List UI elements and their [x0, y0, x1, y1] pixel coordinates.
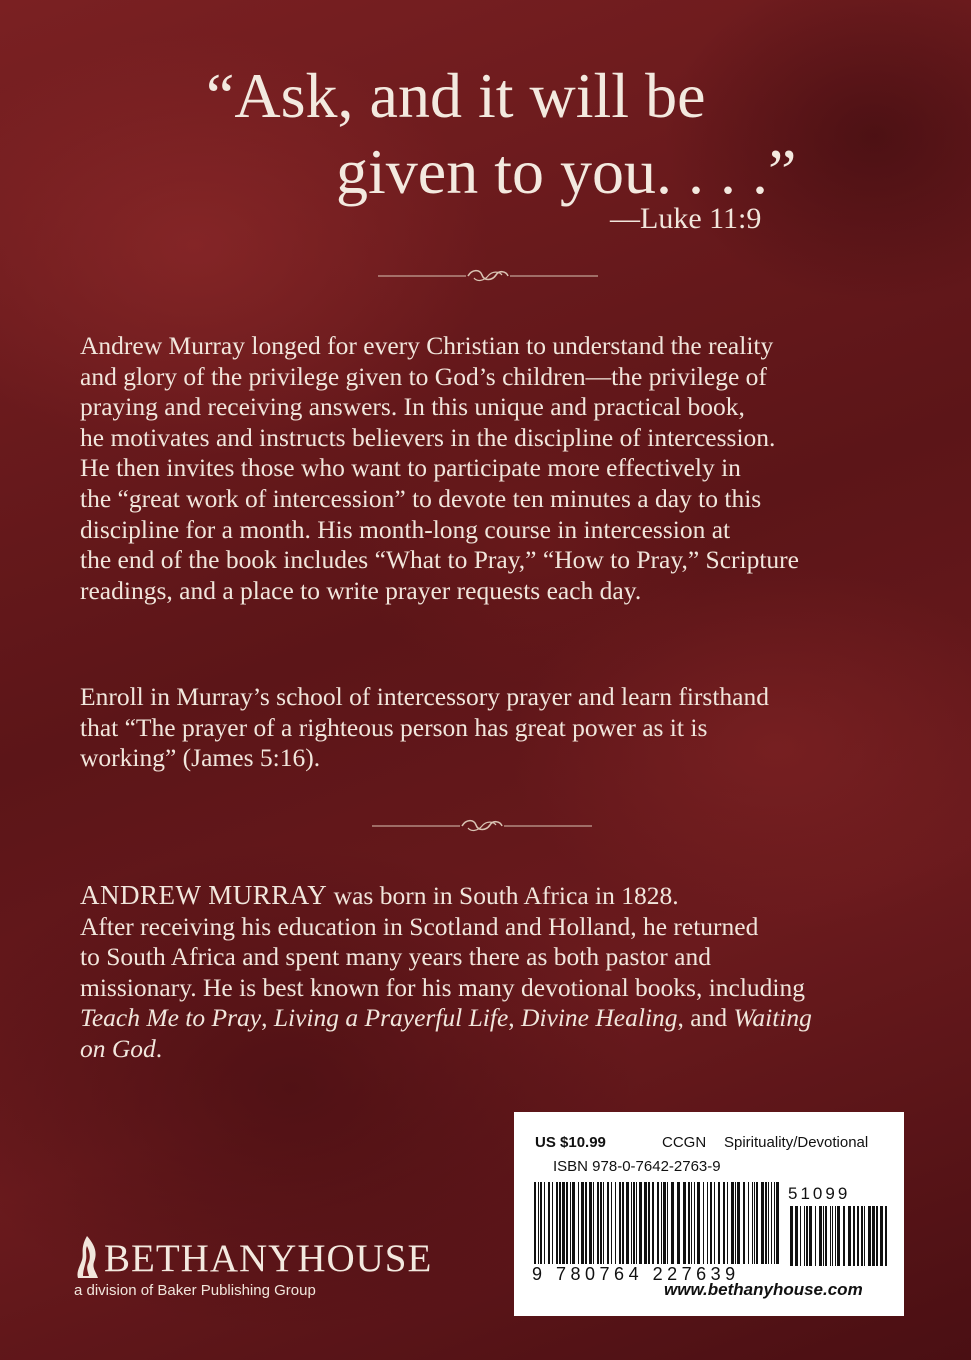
barcode-bar	[714, 1182, 715, 1264]
quote-line-1: “Ask, and it will be	[206, 60, 706, 131]
barcode-bar	[837, 1206, 840, 1266]
barcode-bar	[843, 1206, 845, 1266]
barcode-bar	[663, 1182, 666, 1264]
period: .	[155, 1033, 163, 1063]
quote-citation: —Luke 11:9	[610, 202, 762, 235]
barcode-bar	[622, 1182, 624, 1264]
barcode-bar	[648, 1182, 650, 1264]
author-bio-text: was born in South Africa in 1828.	[327, 881, 679, 910]
barcode-bar	[864, 1206, 865, 1266]
barcode-bar	[718, 1182, 720, 1264]
price-label: US $10.99	[535, 1134, 606, 1151]
barcode-bar	[861, 1206, 863, 1266]
barcode-bar	[790, 1206, 793, 1266]
publisher-logo	[74, 1234, 454, 1304]
description-line: and glory of the privilege given to God’s children—the privilege of	[80, 361, 767, 391]
barcode-bar	[872, 1206, 875, 1266]
ean-digits: 9 780764 227639	[532, 1264, 740, 1284]
barcode-bar	[633, 1182, 635, 1264]
description-paragraph-1	[80, 331, 910, 606]
separator: ,	[261, 1003, 274, 1033]
barcode-bar	[819, 1206, 822, 1266]
barcode-bar	[578, 1182, 579, 1264]
description-line: that “The prayer of a righteous person has great power as it is	[80, 712, 708, 742]
publisher-website: www.bethanyhouse.com	[664, 1280, 863, 1299]
barcode-bar	[765, 1182, 767, 1264]
separator: ,	[508, 1003, 522, 1033]
barcode-bar	[727, 1182, 728, 1264]
barcode-bar	[754, 1182, 755, 1264]
price-addon-barcode-icon	[788, 1206, 888, 1266]
barcode-bar	[581, 1182, 584, 1264]
description-paragraph-2	[80, 682, 910, 774]
barcode-bar	[752, 1182, 753, 1264]
description-line: He then invites those who want to participate more effectively in	[80, 453, 741, 483]
barcode-bar	[566, 1182, 568, 1264]
flame-icon	[74, 1234, 100, 1280]
barcode-bar	[667, 1182, 668, 1264]
barcode-bar	[548, 1182, 550, 1264]
publisher-name: BETHANYHOUSE	[104, 1237, 433, 1280]
barcode-bar	[880, 1206, 883, 1266]
barcode-bar	[756, 1182, 758, 1264]
book-title: Divine Healing	[521, 1003, 678, 1033]
barcode-bar	[593, 1182, 594, 1264]
barcode-bar	[806, 1206, 808, 1266]
barcode-bar	[876, 1206, 878, 1266]
barcode-bar	[800, 1206, 801, 1266]
barcode-bar	[631, 1182, 632, 1264]
barcode-bar	[603, 1182, 604, 1264]
description-line: readings, and a place to write prayer requests each day.	[80, 575, 642, 605]
barcode-panel	[514, 1112, 904, 1316]
barcode-bar	[639, 1182, 642, 1264]
barcode-bar	[626, 1182, 629, 1264]
book-title-part: Waiting	[733, 1003, 812, 1033]
barcode-bar	[691, 1182, 692, 1264]
barcode-bar	[748, 1182, 749, 1264]
barcode-bar	[671, 1182, 674, 1264]
barcode-bar	[768, 1182, 769, 1264]
barcode-bar	[544, 1182, 545, 1264]
author-name: ANDREW MURRAY	[80, 880, 328, 910]
barcode-bar	[619, 1182, 621, 1264]
author-bio-line: to South Africa and spent many years there as both pastor and	[80, 942, 711, 972]
barcode-bar	[735, 1182, 736, 1264]
description-line: Andrew Murray longed for every Christian to understand the reality	[80, 331, 774, 360]
barcode-bar	[857, 1206, 859, 1266]
author-bio-line-6	[80, 1034, 910, 1065]
separator: , and	[677, 1003, 734, 1033]
description-line: discipline for a month. His month-long course in intercession at	[80, 514, 731, 544]
barcode-bar	[652, 1182, 654, 1264]
barcode-bar	[710, 1182, 712, 1264]
barcode-bar	[795, 1206, 798, 1266]
category-label: Spirituality/Devotional	[724, 1134, 869, 1151]
book-title-part: on God	[80, 1033, 156, 1063]
description-line: he motivates and instructs believers in the discipline of intercession.	[80, 422, 776, 452]
barcode-bar	[611, 1182, 612, 1264]
barcode-bar	[815, 1206, 816, 1266]
barcode-bar	[868, 1206, 871, 1266]
barcode-bar	[825, 1206, 827, 1266]
barcode-bar	[835, 1206, 836, 1266]
barcode-bar	[703, 1182, 704, 1264]
barcode-bar	[615, 1182, 616, 1264]
barcode-bar	[707, 1182, 708, 1264]
ean-barcode-icon	[532, 1182, 782, 1264]
barcode-bar	[885, 1206, 887, 1266]
barcode-bar	[737, 1182, 740, 1264]
barcode-bar	[823, 1206, 824, 1266]
barcode-bar	[534, 1182, 536, 1264]
barcode-bar	[848, 1206, 851, 1266]
barcode-bar	[697, 1182, 700, 1264]
author-bio	[80, 880, 910, 1065]
barcode-bar	[771, 1182, 772, 1264]
barcode-bar	[776, 1182, 779, 1264]
barcode-bar	[804, 1206, 805, 1266]
author-bio-line-5	[80, 1003, 910, 1034]
barcode-bar	[589, 1182, 592, 1264]
barcode-bar	[743, 1182, 745, 1264]
description-line: the “great work of intercession” to devote ten minutes a day to this	[80, 483, 762, 513]
barcode-bar	[694, 1182, 695, 1264]
barcode-bar	[556, 1182, 558, 1264]
category-code: CCGN	[662, 1134, 707, 1151]
book-title: Teach Me to Pray	[80, 1003, 262, 1033]
barcode-bar	[607, 1182, 609, 1264]
barcode-bar	[552, 1182, 553, 1264]
barcode-bar	[853, 1206, 855, 1266]
barcode-bar	[572, 1182, 575, 1264]
barcode-bar	[585, 1182, 587, 1264]
barcode-bar	[683, 1182, 686, 1264]
barcode-bar	[570, 1182, 571, 1264]
barcode-bar	[688, 1182, 690, 1264]
flourish-divider-icon	[378, 266, 598, 286]
barcode-bar	[809, 1206, 812, 1266]
barcode-bar	[761, 1182, 764, 1264]
barcode-bar	[830, 1206, 831, 1266]
barcode-bar	[559, 1182, 561, 1264]
description-line: praying and receiving answers. In this unique and practical book,	[80, 392, 745, 422]
price-code: 51099	[788, 1184, 851, 1203]
barcode-bar	[723, 1182, 725, 1264]
barcode-bar	[832, 1206, 833, 1266]
barcode-bar	[731, 1182, 734, 1264]
barcode-bar	[600, 1182, 602, 1264]
book-title: Living a Prayerful Life	[273, 1003, 509, 1033]
barcode-bar	[538, 1182, 539, 1264]
barcode-bar	[677, 1182, 680, 1264]
barcode-bar	[661, 1182, 662, 1264]
barcode-bar	[636, 1182, 637, 1264]
barcode-bar	[657, 1182, 659, 1264]
quote-line-2: given to you. . . .”	[336, 136, 797, 207]
barcode-bar	[540, 1182, 542, 1264]
isbn-label: ISBN 978-0-7642-2763-9	[553, 1158, 721, 1175]
barcode-bar	[562, 1182, 565, 1264]
author-bio-line: After receiving his education in Scotland and Holland, he returned	[80, 911, 759, 941]
description-line: the end of the book includes “What to Pray,” “How to Pray,” Scripture	[80, 545, 799, 575]
publisher-subtitle: a division of Baker Publishing Group	[74, 1282, 316, 1299]
author-bio-line: missionary. He is best known for his many devotional books, including	[80, 972, 806, 1002]
barcode-bar	[774, 1182, 775, 1264]
description-line: working” (James 5:16).	[80, 743, 321, 773]
barcode-bar	[644, 1182, 647, 1264]
description-line: Enroll in Murray’s school of intercessory prayer and learn firsthand	[80, 682, 769, 711]
author-bio-line-1	[80, 880, 910, 912]
flourish-divider-icon	[372, 816, 592, 836]
barcode-bar	[597, 1182, 599, 1264]
